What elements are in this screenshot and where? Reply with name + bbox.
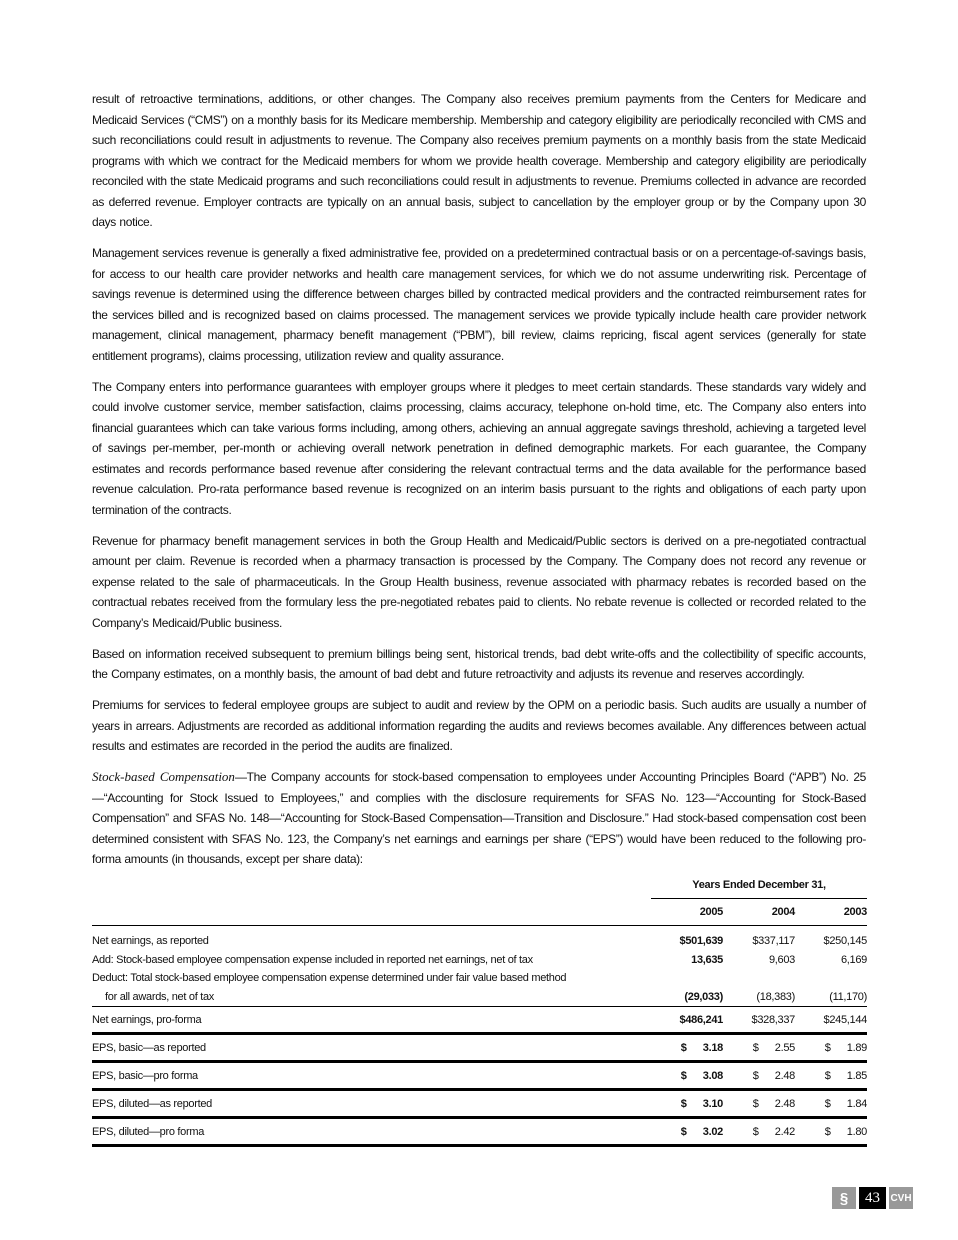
pro-forma-table [92, 872, 867, 1147]
table-row: for all awards, net of tax (29,033) (18,383) (11,170) [92, 988, 867, 1007]
body-text [92, 89, 866, 880]
table-row: Net earnings, as reported $501,639 $337,117 $250,145 [92, 935, 867, 948]
year-header: 2004 [723, 899, 795, 926]
paragraph: Revenue for pharmacy benefit management services in both the Group Health and Medicaid/Public sectors is derived on a pre-negotiated contractual amount per claim. Revenue is recorded when a pharmacy transaction is processed by the Company. The Company does not record any revenue or expense related to the sale of pharmaceuticals. In the Group Health business, revenue associated with pharmacy rebates is recorded based on the contractual rebates received from the formulary less the pre-negotiated rebates paid to clients. No rebate revenue is collected or recorded related to the Company’s Medicaid/Public business. [92, 533, 866, 630]
paragraph: The Company enters into performance guarantees with employer groups where it pledges to meet certain standards. These standards vary widely and could involve customer service, member satisfaction, claims processing, claims accuracy, telephone on-hold time, etc. The Company also enters into financial guarantees which can take various forms including, among others, achieving an annual aggregate savings threshold, achieving a targeted level of savings per-member, per-month or achieving overall network penetration in defined demographic markets. For each guarantee, the Company estimates and records performance based revenue after considering the relevant contractual terms and the data available for the performance based revenue calculation. Pro-rata performance based revenue is recognized on an interim basis pursuant to the rights and obligations of each party upon termination of the contracts. [92, 379, 866, 517]
paragraph-stock-compensation [92, 767, 866, 870]
page-number: 43 [859, 1187, 886, 1209]
paragraph: result of retroactive terminations, additions, or other changes. The Company also receives premium payments from the Centers for Medicare and Medicaid Services (“CMS”) on a monthly basis for its Medicare membership. Membership and category eligibility are periodically reconciled with CMS and such reconciliations could result in adjustments to revenue. The Company also receives premium payments on a monthly basis from the state Medicaid programs with which we contract for the Medicaid members for whom we provide health coverage. Membership and category eligibility are periodically reconciled with the state Medicaid programs and such reconciliations could result in adjustments to revenue. Premiums collected in advance are recorded as deferred revenue. Employer contracts are typically on an annual basis, subject to cancellation by the employer group or by the Company upon 30 days notice. [92, 92, 866, 229]
stock-text: —The Company accounts for stock-based compensation to employees under Accounting Principles Board (“APB”) No. 25—“Accounting for Stock Issued to Employees,” and complies with the disclosure requirements for SFAS No. 123—“Accounting for Stock-Based Compensation” and SFAS No. 148—“Accounting for Stock-Based Compensation—Transition and Disclosure.” Had stock-based compensation cost been determined consistent with SFAS No. 123, the Company’s net earnings and earnings per share (“EPS”) would have been reduced to the following pro-forma amounts (in thousands, except per share data): [92, 770, 866, 866]
stock-heading: Stock-based Compensation [92, 769, 235, 784]
table-row: Add: Stock-based employee compensation expense included in reported net earnings, net of tax 13,635 9,603 6,169 [92, 953, 867, 966]
eps-row: EPS, basic—pro forma $ 3.08 $ 2.48 $ 1.85 [92, 1062, 867, 1090]
year-header: 2005 [651, 899, 723, 926]
group-header: Years Ended December 31, [651, 872, 867, 899]
table-row: Net earnings, pro-forma $486,241 $328,337 $245,144 [92, 1007, 867, 1034]
page-footer [832, 1187, 913, 1209]
brand-badge: CVH [889, 1187, 913, 1209]
year-header: 2003 [795, 899, 867, 926]
eps-row: EPS, diluted—pro forma $ 3.02 $ 2.42 $ 1.80 [92, 1118, 867, 1146]
paragraph: Based on information received subsequent to premium billings being sent, historical trends, bad debt write-offs and the collectibility of specific accounts, the Company estimates, on a monthly basis, the amount of bad debt and future retroactivity and adjusts its revenue and reserves accordingly. [92, 646, 866, 681]
table-row: Deduct: Total stock-based employee compensation expense determined under fair value based method [92, 972, 567, 985]
paragraph: Premiums for services to federal employee groups are subject to audit and review by the OPM on a periodic basis. Such audits are usually a number of years in arrears. Adjustments are recorded as additional information regarding the audits and reviews becomes available. Any differences between actual results and estimates are recorded in the period the audits are finalized. [92, 698, 866, 753]
torch-logo-icon: § [832, 1187, 856, 1209]
eps-row: EPS, diluted—as reported $ 3.10 $ 2.48 $ 1.84 [92, 1090, 867, 1118]
eps-row: EPS, basic—as reported $ 3.18 $ 2.55 $ 1.89 [92, 1034, 867, 1062]
paragraph: Management services revenue is generally a fixed administrative fee, provided on a predetermined contractual basis or on a percentage-of-savings basis, for access to our health care provider networks and health care management services, for which we do not assume underwriting risk. Percentage of savings revenue is determined using the difference between charges billed by contracted medical providers and the contracted reimbursement rates for the services billed and is recognized based on claims processed. The management services we provide typically include health care provider network management, clinical management, pharmacy benefit management (“PBM”), bill review, claims repricing, fiscal agent services (generally for state entitlement programs), claims processing, utilization review and quality assurance. [92, 246, 866, 363]
